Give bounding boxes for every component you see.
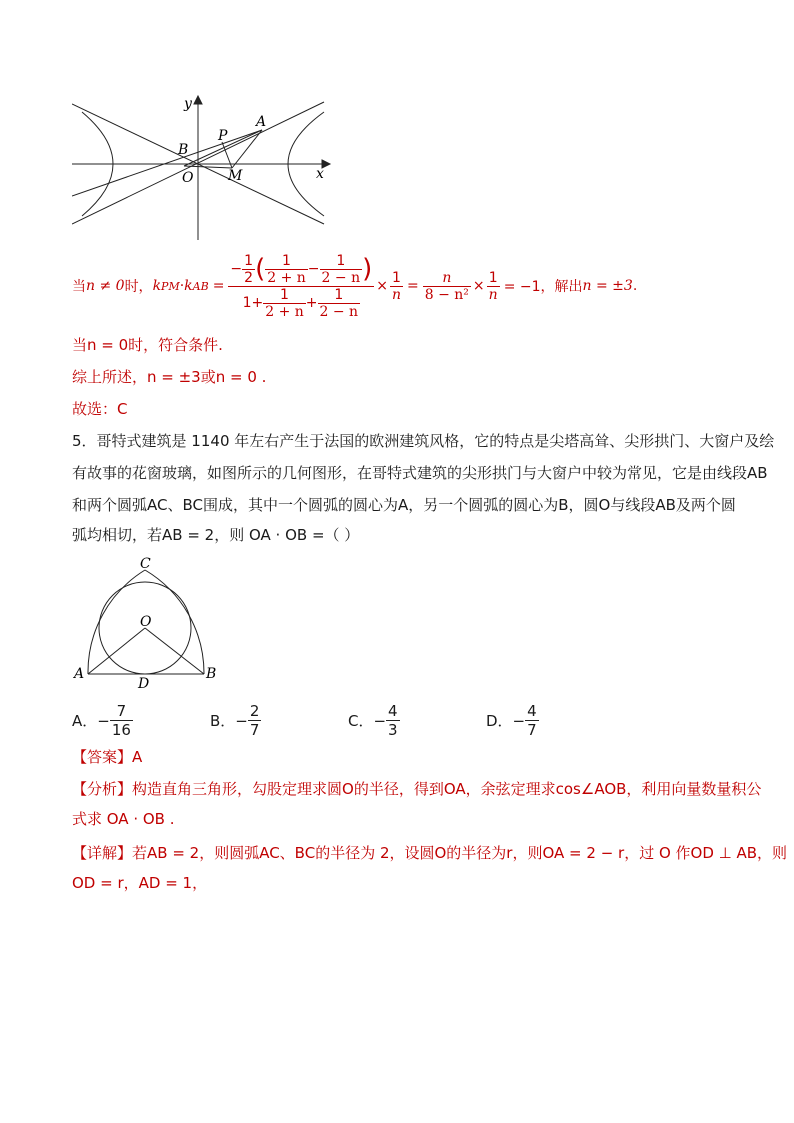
- f1: [265, 253, 308, 286]
- option-d-frac: [525, 702, 539, 739]
- f1-den: 2 + n: [267, 269, 306, 286]
- equals-1: =: [212, 278, 225, 294]
- big-fraction: [228, 253, 374, 320]
- big-denominator: [228, 287, 374, 320]
- option-a-den: 16: [111, 721, 131, 739]
- f2-den: 2 − n: [321, 269, 361, 286]
- period: .: [632, 278, 638, 294]
- option-d-num: 4: [527, 702, 537, 720]
- f3-den: 2 + n: [265, 303, 304, 320]
- kpm-sub: PM: [161, 279, 180, 293]
- detail-line2: OD = r，AD = 1，: [72, 874, 208, 892]
- option-b-num: 2: [249, 702, 260, 720]
- dot-op: ·: [179, 278, 185, 294]
- option-a-frac: [110, 702, 133, 739]
- q5-line4: 弧均相切，若AB = 2，则 OA · OB =（ ）: [72, 526, 360, 544]
- detail-line1: [72, 842, 787, 864]
- kab: k: [184, 278, 193, 294]
- option-c-label: C．−: [348, 712, 387, 730]
- label-M: M: [228, 168, 243, 184]
- option-d: [486, 702, 539, 739]
- case1-cond: n ≠ 0: [86, 278, 125, 294]
- one-plus: 1+: [242, 295, 264, 311]
- f6-den: 8 − n²: [424, 286, 469, 303]
- label-O2: O: [140, 614, 152, 630]
- f7-num: 1: [487, 270, 500, 287]
- option-b-frac: [248, 702, 262, 739]
- choice-text: 故选：C: [72, 400, 128, 418]
- answer-line: [72, 746, 142, 768]
- option-c-num: 4: [388, 702, 398, 720]
- gothic-arch-figure: [72, 556, 222, 691]
- analysis-tag: 【分析】: [72, 780, 133, 798]
- hyperbola-figure: [72, 92, 334, 242]
- half-num: 1: [244, 252, 254, 269]
- f3: [263, 287, 306, 320]
- kab-sub: AB: [192, 279, 209, 293]
- detail-text1: 若AB = 2，则圆弧AC、BC的半径为 2，设圆O的半径为r，则OA = 2 − r，过 O 作OD ⊥ AB，则: [132, 844, 788, 862]
- option-b-den: 7: [249, 721, 260, 739]
- q5-line2: 有故事的花窗玻璃，如图所示的几何图形，在哥特式建筑的尖形拱门与大窗户中较为常见，它是由线段AB: [72, 464, 768, 482]
- neg-sign: −: [230, 261, 243, 277]
- f1-num: 1: [265, 253, 308, 270]
- half-fraction: [242, 253, 255, 286]
- option-a-num: 7: [110, 702, 133, 721]
- option-a: [72, 702, 133, 739]
- summary-text: 综上所述，n = ±3或n = 0 .: [72, 368, 267, 386]
- label-P: P: [218, 128, 228, 144]
- f4: [318, 287, 361, 320]
- formula-line: [72, 250, 637, 322]
- option-d-label: D．−: [486, 712, 526, 730]
- f3-num: 1: [263, 287, 306, 304]
- label-B2: B: [206, 666, 217, 682]
- segment-OA: [88, 628, 145, 674]
- option-a-label: A．−: [72, 712, 110, 730]
- f7: [487, 270, 500, 303]
- option-c: [348, 702, 400, 739]
- option-b: [210, 702, 261, 739]
- y-axis-arrow: [194, 96, 202, 104]
- big-numerator: [228, 253, 374, 287]
- detail-tag: 【详解】: [72, 844, 133, 862]
- tail-text: = −1，解出: [503, 279, 583, 295]
- case2-text: 当n = 0时，符合条件.: [72, 336, 223, 354]
- analysis-text1: 构造直角三角形，勾股定理求圆O的半径，得到OA，余弦定理求cos∠AOB，利用向量数量积公: [132, 780, 762, 798]
- arc-AC: [88, 570, 145, 674]
- option-c-frac: [386, 702, 400, 739]
- answer-value: A: [132, 748, 143, 766]
- times-2: ×: [472, 278, 485, 294]
- label-B: B: [178, 142, 189, 158]
- q5-line3: 和两个圆弧AC、BC围成，其中一个圆弧的圆心为A，另一个圆弧的圆心为B，圆O与线段AB及两个圆: [72, 496, 736, 514]
- f6: [423, 270, 471, 303]
- f6-num: n: [423, 270, 471, 287]
- equals-2: =: [407, 278, 419, 294]
- f7-den: n: [488, 286, 498, 303]
- label-x: x: [316, 166, 324, 182]
- plus-op: +: [305, 295, 318, 311]
- analysis-line1: [72, 778, 761, 800]
- minus-op: −: [307, 261, 320, 277]
- options-row: [72, 702, 632, 742]
- arc-BC: [145, 570, 204, 674]
- label-O: O: [182, 170, 194, 186]
- q5-line1: 5．哥特式建筑是 1140 年左右产生于法国的欧洲建筑风格，它的特点是尖塔高耸、尖形拱门、大窗户及绘: [72, 432, 775, 450]
- line-BM-extended: [72, 130, 262, 196]
- label-A2: A: [74, 666, 85, 682]
- label-y: y: [184, 96, 192, 112]
- answer-tag: 【答案】: [72, 748, 133, 766]
- times-1: ×: [376, 278, 388, 294]
- f5-num: 1: [390, 270, 403, 287]
- option-c-den: 3: [388, 721, 398, 739]
- label-A: A: [256, 114, 267, 130]
- label-C: C: [140, 556, 151, 572]
- f2-num: 1: [320, 253, 363, 270]
- f2: [320, 253, 363, 286]
- f4-den: 2 − n: [319, 303, 359, 320]
- half-den: 2: [244, 269, 254, 286]
- result: n = ±3: [582, 278, 633, 294]
- option-b-label: B．−: [210, 712, 248, 730]
- kpm: k: [152, 278, 162, 294]
- case1-time: 时，: [124, 279, 153, 295]
- f5-den: n: [391, 286, 402, 303]
- analysis-line2: 式求 OA · OB .: [72, 810, 175, 828]
- f5: [390, 270, 403, 303]
- label-D: D: [138, 676, 150, 691]
- paren-right: ): [362, 254, 373, 284]
- f4-num: 1: [318, 287, 361, 304]
- option-d-den: 7: [527, 721, 537, 739]
- case1-prefix: 当: [72, 279, 86, 295]
- segment-BM: [184, 166, 232, 168]
- segment-OB: [145, 628, 204, 674]
- paren-left: (: [255, 254, 266, 284]
